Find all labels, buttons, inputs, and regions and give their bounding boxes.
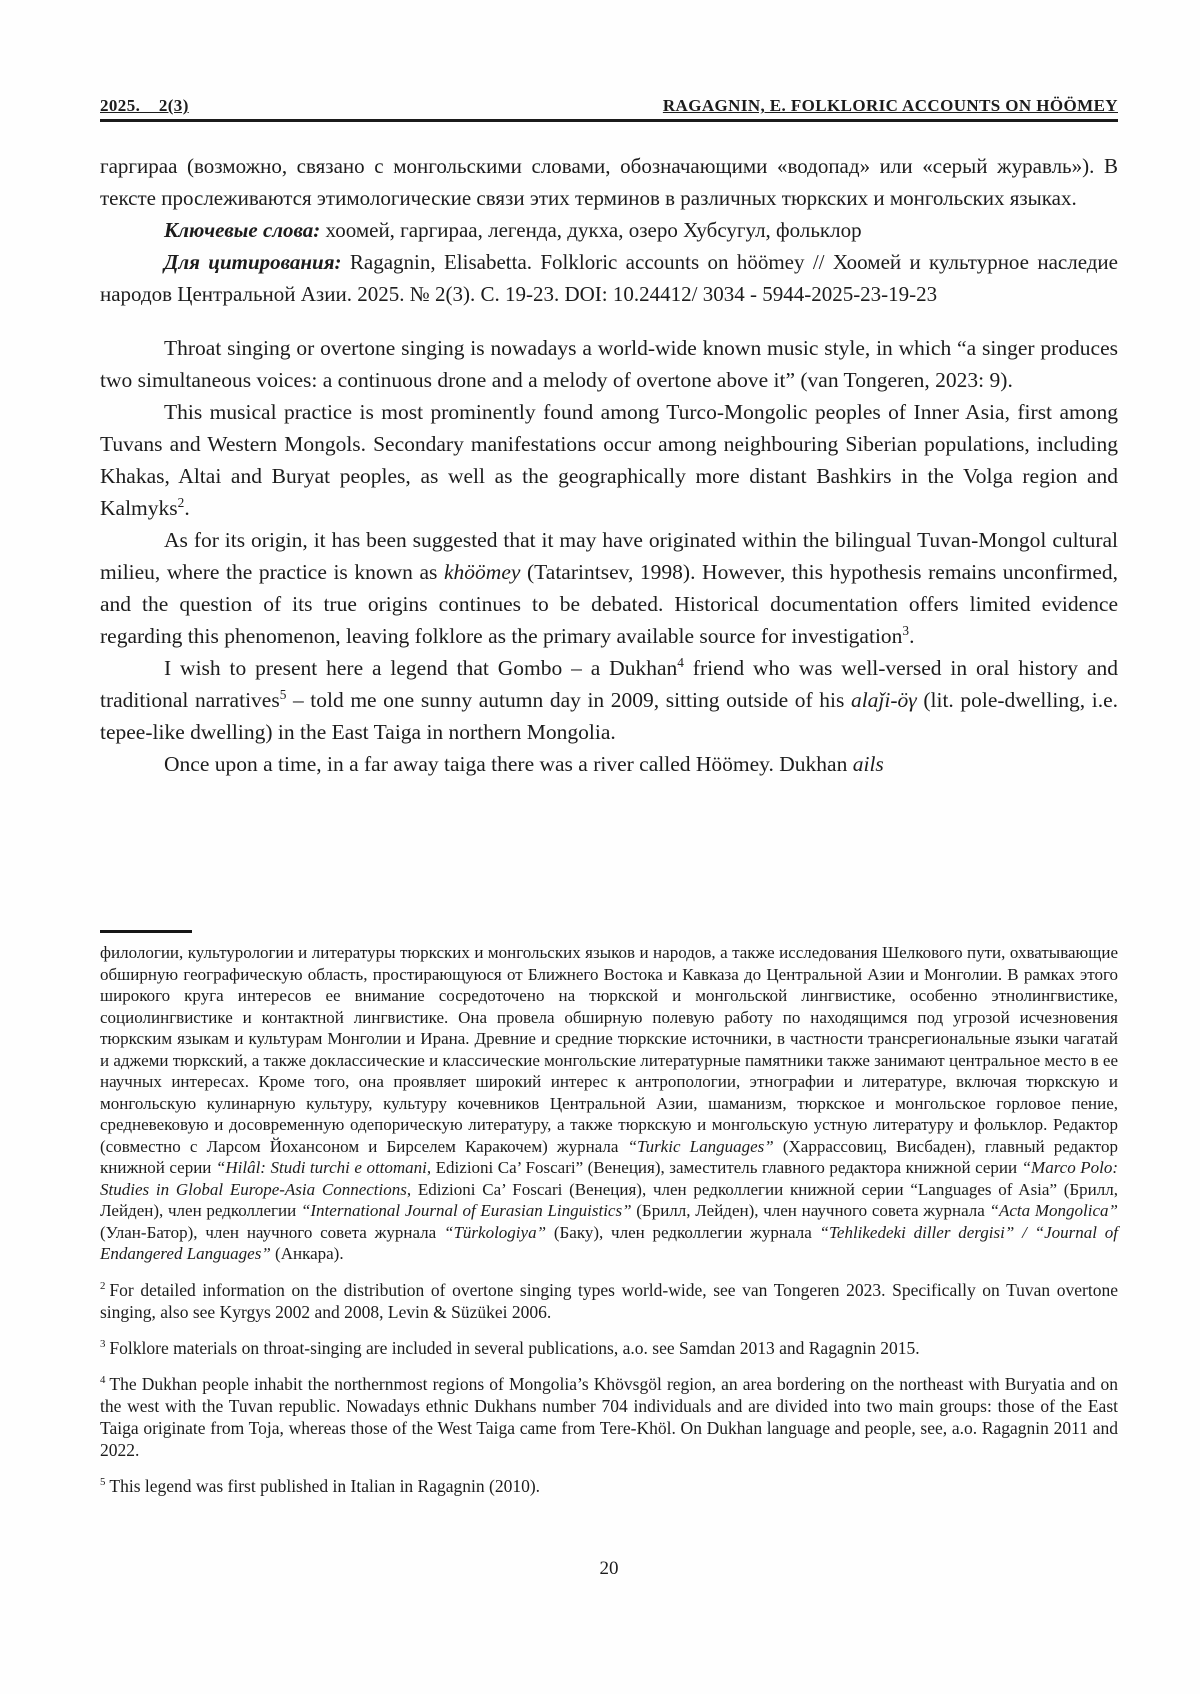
footnote-text — [109, 1338, 919, 1358]
text-run: As for its origin, it has been suggested that it may have originated within the bilingual Tuvan-Mongol cultural milieu, where the practice is known as — [100, 528, 1118, 584]
text-run: The Dukhan people inhabit the northernmost regions of Mongolia’s Khövsgöl region, an area bordering on the northeast with Buryatia and on the west with the Tuvan republic. Nowadays ethnic Dukhans number 704 individuals and are divided into two main groups: those of the East Taiga originate from Toja, whereas those of the West Taiga came from Tere-Khöl. On Dukhan language and people, see, a.o. Ragagnin 2011 and 2022. — [100, 1373, 1118, 1460]
body-paragraph — [100, 396, 1118, 524]
abstract-tail-paragraph: гаргираа (возможно, связано с монгольскими словами, обозначающими «водопад» или «серый журавль»). В тексте прослеживаются этимологические связи этих терминов в различных тюркских и монгольских языках. — [100, 154, 1118, 210]
running-header — [100, 96, 1118, 122]
front-matter — [100, 150, 1118, 310]
footnote-marker: 3 — [100, 1337, 106, 1350]
text-run: (Баку), член редколлегии журнала — [546, 1222, 820, 1242]
text-run: Throat singing or overtone singing is nowadays a world-wide known music style, in which “a singer produces two simultaneous voices: a continuous drone and a melody of overtone above it” (van Tongeren, 2023: 9). — [100, 336, 1118, 392]
text-run: (Tatarintsev, 1998). However, this hypothesis remains unconfirmed, and the question of its true origins continues to be debated. Historical documentation offers limited evidence regarding this phenomenon, leaving folklore as the primary available source for investigation — [100, 560, 1119, 648]
text-run: “Acta Mongolica” — [989, 1201, 1118, 1220]
footnote-3 — [100, 1337, 1118, 1359]
footnote-marker: 4 — [100, 1373, 106, 1386]
footnote-2 — [100, 1279, 1118, 1323]
footnote-5 — [100, 1475, 1118, 1497]
text-run: khöömey — [444, 560, 521, 584]
text-run: . — [184, 496, 190, 520]
text-run: – told me one sunny autumn day in 2009, sitting outside of his — [286, 688, 851, 712]
footnote-text — [109, 1476, 540, 1496]
text-run: . — [909, 624, 915, 648]
text-run: Для цитирования: — [164, 250, 342, 274]
text-run: (Брилл, Лейден), член научного совета журнала — [631, 1201, 990, 1220]
text-run: “Tehlikedeki diller dergisi” / “Journal of Endangered Languages” — [100, 1222, 1118, 1263]
text-run: Folklore materials on throat-singing are included in several publications, a.o. see Samdan 2013 and Ragagnin 2015. — [109, 1337, 920, 1358]
header-issue-label: 2025. 2(3) — [100, 96, 189, 115]
footnote-separator — [100, 930, 192, 933]
footnote-text — [100, 1280, 1118, 1322]
body-paragraph — [100, 524, 1118, 652]
citation-line — [100, 246, 1118, 310]
text-run: Once upon a time, in a far away taiga there was a river called Höömey. Dukhan — [164, 752, 853, 776]
body-paragraph — [100, 748, 1118, 780]
text-run: “Hilâl: Studi turchi e ottomani — [215, 1158, 427, 1177]
footnote-text — [100, 1374, 1118, 1460]
footnote-continuation — [100, 942, 1118, 1265]
text-run: (Анкара). — [270, 1244, 344, 1263]
text-run: For detailed information on the distribution of overtone singing types world-wide, see van Tongeren 2023. Specifically on Tuvan overtone singing, also see Kyrgys 2002 and 2008, Levin & Süzükei 2006. — [100, 1279, 1118, 1322]
text-run: I wish to present here a legend that Gombo – a Dukhan — [164, 656, 678, 680]
text-run: “Turkic Languages” — [627, 1136, 774, 1156]
body-paragraph — [100, 332, 1118, 396]
body-paragraph — [100, 652, 1118, 748]
text-run: 3 — [902, 622, 910, 638]
keywords-line — [100, 214, 1118, 246]
text-run: (Харрассовиц, Висбаден), главный редактор книжной серии — [100, 1136, 1118, 1177]
footnote-marker: 5 — [100, 1475, 106, 1488]
text-run: 2 — [177, 494, 185, 510]
text-run: , Edizioni Ca’ Foscari” (Венеция), заместитель главного редактора книжной серии — [426, 1158, 1022, 1177]
page-number: 20 — [599, 1558, 619, 1579]
text-run: “Türkologiya” — [444, 1222, 547, 1242]
text-run: This legend was first published in Italian in Ragagnin (2010). — [109, 1475, 541, 1496]
text-run: Ключевые слова: — [164, 218, 321, 242]
text-run: “Marco Polo: Studies in Global Europe-Asia Connections — [100, 1158, 1118, 1199]
text-run: Ragagnin, Elisabetta. Folkloric accounts on höömey // Хоомей и культурное наследие народов Центральной Азии. 2025. № 2(3). С. 19-23. DOI: 10.24412/ 3034 - 5944-2025-23-19-23 — [100, 250, 1118, 306]
text-run: (lit. pole-dwelling, i.e. tepee-like dwelling) in the East Taiga in northern Mongolia. — [100, 688, 1119, 744]
footnote-4 — [100, 1373, 1118, 1461]
text-run: хоомей, гаргираа, легенда, дукха, озеро Хубсугул, фольклор — [320, 218, 862, 242]
text-run: 4 — [677, 654, 684, 670]
footnotes-section — [100, 930, 1118, 1497]
footnote-marker: 2 — [100, 1279, 106, 1292]
text-run: “International Journal of Eurasian Linguistics” — [300, 1201, 632, 1220]
text-run: (Улан-Батор), член научного совета журнала — [100, 1222, 445, 1242]
text-run: This musical practice is most prominently found among Turco-Mongolic peoples of Inner Asia, first among Tuvans and Western Mongols. Secondary manifestations occur among neighbouring Siberian populations, including Khakas, Altai and Buryat peoples, as well as the geographically more distant Bashkirs in the Volga region and Kalmyks — [100, 400, 1118, 520]
header-running-title: RAGAGNIN, E. FOLKLORIC ACCOUNTS ON HÖÖMEY — [662, 96, 1118, 115]
text-run: ails — [852, 752, 884, 776]
text-run: alaǰi-öγ — [850, 688, 917, 712]
text-run: филологии, культурологии и литературы тюркских и монгольских языков и народов, а также исследования Шелкового пути, охватывающие обширную географическую область, простирающуюся от Ближнего Востока и Кавказа до Центральной Азии и Монголии. В рамках этого широкого круга интересов ее внимание сосредоточено на тюркской и монгольской лингвистике, особенно этнолингвистике, социолингвистике и контактной лингвистике. Она провела обширную полевую работу по находящимся под угрозой исчезновения тюркским языкам и культурам Монголии и Ирана. Древние и средние тюркские источники, в частности трансрегиональные языки чагатай и аджеми тюркский, а также доклассические и классические монгольские литературные памятники также занимают центральное место в ее научных интересах. Кроме того, она проявляет широкий интерес к антропологии, этнографии и литературе, включая тюркскую и монгольскую кулинарную культуру, культуру кочевников Центральной Азии, шаманизм, тюркское и монгольское горловое пение, средневековую и досовременную одепорическую литературу, а также тюркскую и монгольскую устную литературу и фольклор. Редактор (совместно с Ларсом Йохансоном и Бирселем Каракочем) журнала — [100, 943, 1118, 1156]
text-run: , Edizioni Ca’ Foscari (Венеция), член редколлегии книжной серии “Languages of Asia” (Брилл, Лейден), член редколлегии — [100, 1179, 1118, 1220]
text-run: 5 — [279, 686, 287, 702]
text-run: friend who was well-versed in oral history and traditional narratives — [100, 656, 1118, 712]
article-body — [100, 332, 1118, 780]
